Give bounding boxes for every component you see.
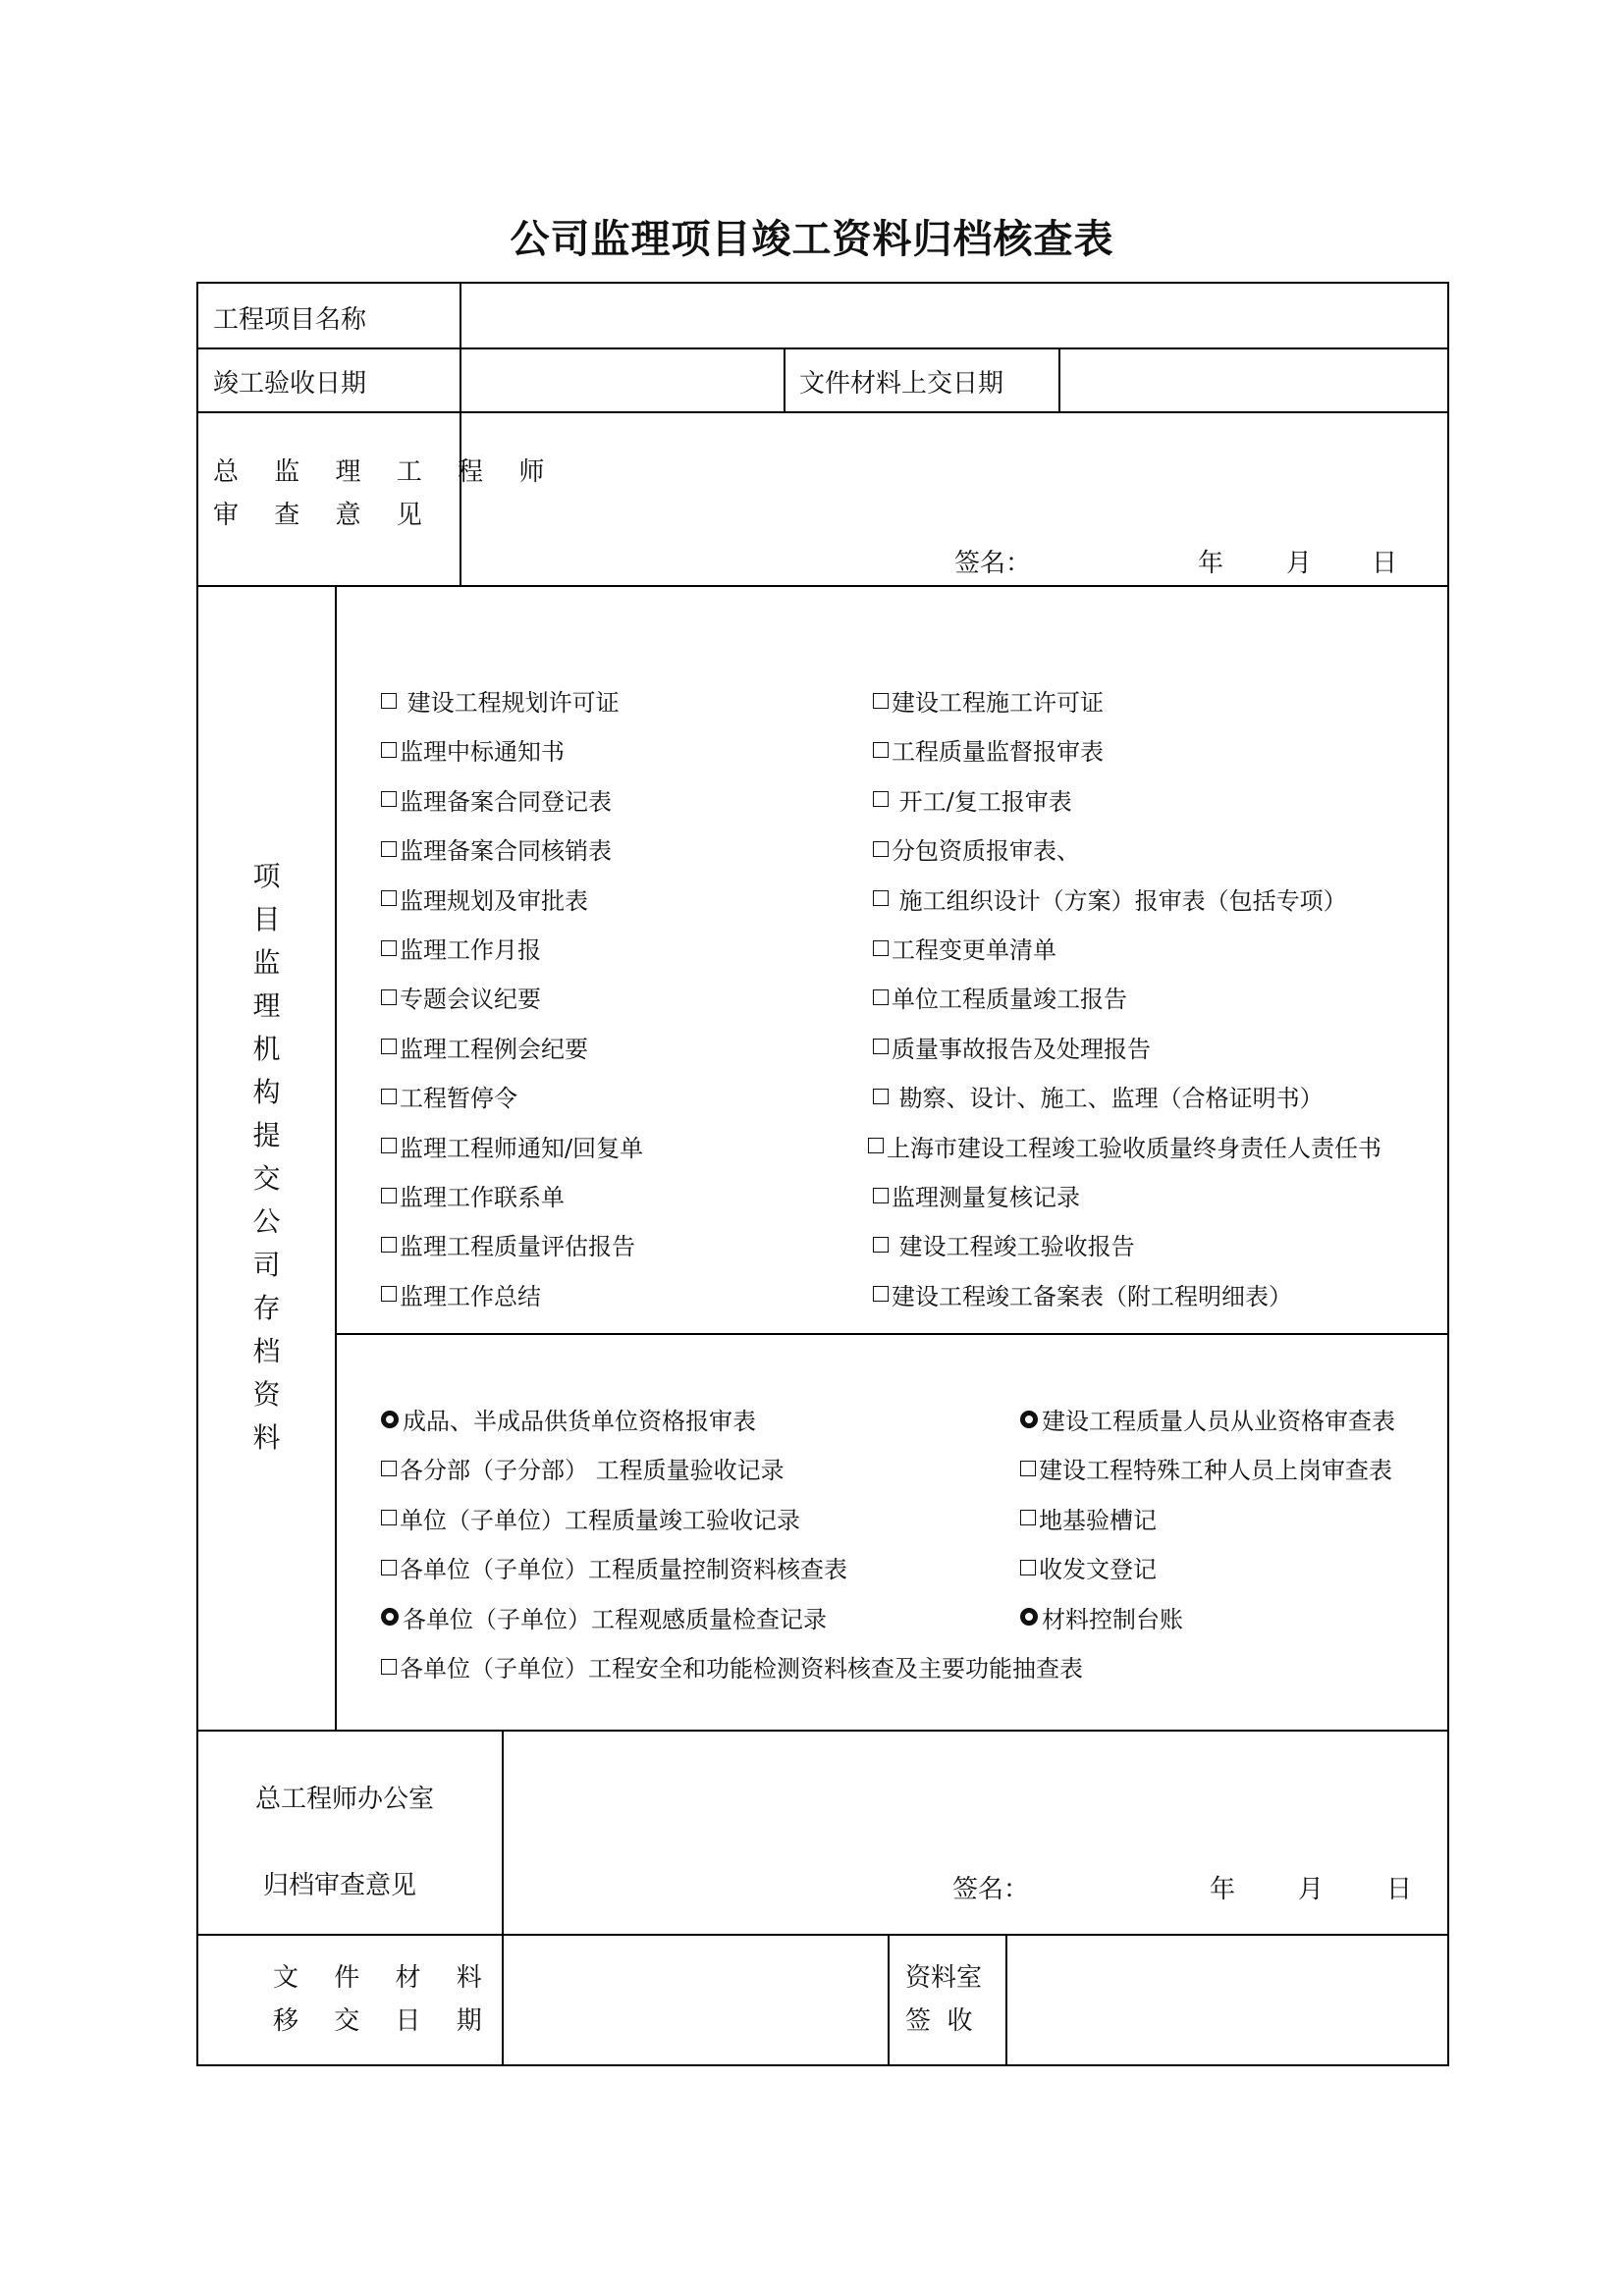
office-signature-label: 签名： (952, 1875, 1030, 1904)
side-label-char: 档 (252, 1335, 281, 1367)
checklist-item-label: 各单位（子单位）工程安全和功能检测资料核查及主要功能抽查表 (400, 1655, 1083, 1682)
checkbox-icon[interactable] (873, 791, 889, 807)
checklist-item (381, 881, 588, 916)
checklist-item (1020, 1600, 1183, 1634)
checklist-item-label: 建设工程竣工验收报告 (892, 1233, 1135, 1261)
checklist-item (381, 683, 620, 718)
checklist-item (873, 831, 1080, 866)
checkbox-icon[interactable] (873, 1237, 889, 1253)
checklist-item (381, 1277, 541, 1311)
column-divider (784, 347, 785, 411)
transfer-date-field[interactable] (522, 1980, 866, 2019)
checklist-item (381, 980, 541, 1014)
checklist-item-label: 工程质量监督报审表 (892, 738, 1104, 767)
checkbox-icon[interactable] (381, 1237, 397, 1253)
side-label-char: 公 (252, 1205, 281, 1238)
page-title: 公司监理项目竣工资料归档核查表 (510, 216, 1114, 262)
checklist-item (381, 1501, 800, 1535)
checkbox-icon[interactable] (381, 890, 397, 906)
side-label-char: 提 (252, 1119, 281, 1151)
row-divider (198, 347, 1449, 349)
checkbox-icon[interactable] (381, 791, 397, 807)
checklist-item-label: 分包资质报审表、 (892, 837, 1080, 866)
checklist-item-label: 材料控制台账 (1042, 1605, 1183, 1633)
checklist-item-label: 地基验槽记 (1039, 1506, 1157, 1534)
checkbox-icon[interactable] (381, 1461, 397, 1476)
checkbox-icon[interactable] (381, 1286, 397, 1302)
completion-date-label: 竣工验收日期 (213, 369, 367, 399)
checkbox-icon[interactable] (873, 989, 889, 1005)
radio-circle-icon[interactable] (381, 1608, 399, 1626)
checkbox-icon[interactable] (1020, 1560, 1036, 1575)
column-divider (1058, 347, 1060, 411)
checklist-item (381, 1550, 847, 1584)
checklist-item (1020, 1501, 1157, 1535)
checklist-item-label: 监理测量复核记录 (892, 1184, 1080, 1211)
completion-date-field[interactable] (478, 363, 763, 395)
checklist-item-label: 各单位（子单位）工程质量控制资料核查表 (400, 1556, 847, 1584)
column-divider (502, 1730, 504, 2066)
side-label-char: 资 (252, 1378, 281, 1411)
checkbox-icon[interactable] (381, 1138, 397, 1153)
column-divider (888, 1934, 890, 2066)
checklist-item (873, 980, 1127, 1014)
checklist-item-label: 质量事故报告及处理报告 (892, 1035, 1151, 1063)
archive-side-label (198, 855, 335, 1460)
archive-room-receipt-field[interactable] (1023, 1980, 1426, 2019)
column-divider (335, 585, 337, 1730)
checklist-item (381, 732, 565, 767)
checklist-item-label: 监理工作联系单 (400, 1184, 565, 1211)
side-label-char: 目 (252, 903, 281, 935)
side-label-char: 交 (252, 1162, 281, 1195)
row-divider (198, 1730, 1449, 1732)
column-divider (460, 284, 461, 585)
checklist-item-label: 监理备案合同核销表 (400, 837, 612, 866)
checklist-item (868, 1129, 1381, 1163)
checkbox-icon[interactable] (381, 1039, 397, 1054)
side-label-char: 司 (252, 1249, 281, 1281)
checklist-item-label: 建设工程质量人员从业资格审查表 (1042, 1408, 1395, 1435)
checklist-item (381, 1129, 643, 1163)
checkbox-icon[interactable] (381, 1560, 397, 1575)
checklist-item (381, 931, 541, 965)
checkbox-icon[interactable] (873, 1188, 889, 1203)
office-month-label: 月 (1298, 1875, 1325, 1904)
chief-engineer-review-label: 总 监 理 工 程 师 审 查 意 见 (213, 457, 559, 530)
checklist-item (1020, 1550, 1157, 1584)
archive-room-receipt-label: 资料室 签 收 (905, 1963, 983, 2036)
checklist-item (381, 1178, 565, 1212)
checklist-item-label: 监理规划及审批表 (400, 886, 588, 915)
checkbox-icon[interactable] (1020, 1510, 1036, 1525)
checkbox-icon[interactable] (381, 1659, 397, 1675)
chief-signature-label: 签名： (954, 549, 1032, 578)
transfer-date-label: 文 件 材 料 移 交 日 期 (273, 1963, 496, 2036)
checklist-item-label: 单位工程质量竣工报告 (892, 986, 1127, 1014)
submit-date-label: 文件材料上交日期 (799, 369, 1004, 399)
checkbox-icon[interactable] (381, 1089, 397, 1104)
checkbox-icon[interactable] (873, 940, 889, 956)
radio-circle-icon[interactable] (381, 1411, 399, 1428)
radio-circle-icon[interactable] (1020, 1608, 1038, 1626)
archive-form (196, 282, 1449, 2066)
submit-date-field[interactable] (1077, 363, 1431, 395)
chief-year-label: 年 (1198, 549, 1224, 578)
checkbox-icon[interactable] (381, 742, 397, 758)
side-label-char: 项 (252, 860, 281, 892)
office-day-label: 日 (1386, 1875, 1413, 1904)
checklist-item-label: 各分部（子分部） 工程质量验收记录 (400, 1457, 785, 1485)
checklist-item-label: 建设工程特殊工种人员上岗审查表 (1039, 1457, 1392, 1485)
row-divider (198, 411, 1449, 413)
row-divider (198, 1934, 1449, 1936)
checklist-item-label: 专题会议纪要 (400, 986, 541, 1014)
checklist-item-label: 监理中标通知书 (400, 738, 565, 767)
checklist-item-label: 建设工程规划许可证 (400, 689, 620, 717)
checkbox-icon[interactable] (873, 1286, 889, 1302)
checklist-item (381, 782, 612, 817)
radio-circle-icon[interactable] (1020, 1411, 1038, 1428)
checklist-item-label: 监理工程质量评估报告 (400, 1233, 635, 1261)
office-year-label: 年 (1210, 1875, 1236, 1904)
checklist-item (873, 1030, 1151, 1064)
checklist-item (873, 782, 1072, 817)
checkbox-icon[interactable] (873, 693, 889, 709)
checklist-item (873, 881, 1347, 916)
checklist-item-label: 开工/复工报审表 (892, 787, 1072, 816)
checkbox-icon[interactable] (381, 693, 397, 709)
checklist-item-label: 勘察、设计、施工、监理（合格证明书） (892, 1085, 1324, 1113)
checklist-item-label: 收发文登记 (1039, 1556, 1157, 1584)
checklist-item-label: 单位（子单位）工程质量竣工验收记录 (400, 1506, 800, 1534)
checklist-item (873, 1277, 1292, 1311)
side-label-char: 料 (252, 1421, 281, 1454)
checklist-item-label: 建设工程施工许可证 (892, 689, 1104, 717)
checklist-item (873, 683, 1104, 718)
checkbox-icon[interactable] (381, 1510, 397, 1525)
checklist-item-label: 监理工程例会纪要 (400, 1035, 588, 1063)
checkbox-icon[interactable] (873, 890, 889, 906)
checklist-item-label: 建设工程竣工备案表（附工程明细表） (892, 1282, 1292, 1310)
project-name-label: 工程项目名称 (213, 305, 367, 335)
checkbox-icon[interactable] (381, 841, 397, 857)
checkbox-icon[interactable] (873, 1039, 889, 1054)
checkbox-icon[interactable] (381, 940, 397, 956)
column-divider (1005, 1934, 1007, 2066)
checklist-item (1020, 1451, 1392, 1485)
project-name-field[interactable] (478, 299, 1421, 331)
side-label-char: 监 (252, 946, 281, 979)
checklist-item (873, 1178, 1080, 1212)
checklist-item (381, 1030, 588, 1064)
checklist-item (873, 1079, 1324, 1113)
checklist-item (381, 1600, 827, 1634)
checklist-item-label: 工程暂停令 (400, 1085, 517, 1113)
checklist-item-label: 监理工作总结 (400, 1282, 541, 1310)
checklist-item (1020, 1402, 1395, 1436)
office-review-label-line1: 总工程师办公室 (255, 1785, 435, 1814)
checkbox-icon[interactable] (381, 989, 397, 1005)
checkbox-icon[interactable] (873, 742, 889, 758)
checklist-item-label: 工程变更单清单 (892, 936, 1056, 964)
checklist-item (381, 1451, 785, 1485)
checkbox-icon[interactable] (1020, 1461, 1036, 1476)
checkbox-icon[interactable] (868, 1138, 884, 1153)
row-divider (198, 585, 1449, 587)
side-label-char: 机 (252, 1033, 281, 1065)
checklist-item-label: 监理工作月报 (400, 936, 541, 964)
side-label-char: 构 (252, 1076, 281, 1108)
checklist-item-label: 施工组织设计（方案）报审表（包括专项） (892, 886, 1347, 915)
checklist-item (381, 831, 612, 866)
chief-month-label: 月 (1286, 549, 1313, 578)
checklist-item (381, 1402, 756, 1436)
checklist-item-label: 各单位（子单位）工程观感质量检查记录 (403, 1605, 827, 1633)
chief-day-label: 日 (1372, 549, 1398, 578)
checkbox-icon[interactable] (873, 1089, 889, 1104)
side-label-char: 存 (252, 1292, 281, 1324)
row-divider (335, 1333, 1449, 1335)
checklist-item-label: 成品、半成品供货单位资格报审表 (403, 1408, 756, 1435)
checklist-item-label: 监理备案合同登记表 (400, 787, 612, 816)
checklist-item (381, 1649, 1083, 1683)
checkbox-icon[interactable] (873, 841, 889, 857)
side-label-char: 理 (252, 989, 281, 1022)
checklist-item (873, 732, 1104, 767)
checklist-item (381, 1227, 635, 1261)
checklist-item-label: 监理工程师通知/回复单 (400, 1134, 644, 1162)
checklist-item (381, 1079, 517, 1113)
checkbox-icon[interactable] (381, 1188, 397, 1203)
checklist-item (873, 1227, 1135, 1261)
checklist-item-label: 上海市建设工程竣工验收质量终身责任人责任书 (887, 1134, 1381, 1162)
office-review-label-line2: 归档审查意见 (263, 1871, 417, 1900)
checklist-item (873, 931, 1056, 965)
